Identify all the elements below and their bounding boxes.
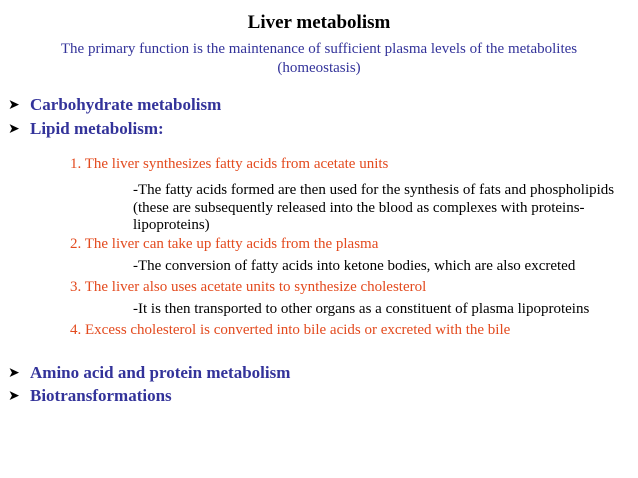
bullet-lipid: [8, 119, 164, 139]
right-arrowhead-icon: ➤: [8, 121, 20, 137]
bullet-amino-acid: [8, 363, 290, 383]
right-arrowhead-icon: ➤: [8, 97, 20, 113]
bullet-label: Carbohydrate metabolism: [30, 95, 222, 114]
lipid-point-1: 1. The liver synthesizes fatty acids from acetate units: [70, 156, 389, 172]
bullet-label: Biotransformations: [30, 386, 172, 405]
lipid-point-3: 3. The liver also uses acetate units to synthesize cholesterol: [70, 279, 427, 295]
bullet-biotransformations: [8, 386, 172, 406]
right-arrowhead-icon: ➤: [8, 365, 20, 381]
bullet-label: Lipid metabolism:: [30, 119, 164, 138]
lipid-detail-2: -The conversion of fatty acids into ketone bodies, which are also excreted: [133, 258, 576, 274]
bullet-carbohydrate: [8, 95, 221, 115]
bullet-label: Amino acid and protein metabolism: [30, 363, 291, 382]
lipid-point-2: 2. The liver can take up fatty acids from the plasma: [70, 236, 379, 252]
slide-subtitle: The primary function is the maintenance of sufficient plasma levels of the metabolites (homeostasis): [60, 41, 578, 76]
lipid-point-4: 4. Excess cholesterol is converted into bile acids or excreted with the bile: [70, 322, 511, 338]
right-arrowhead-icon: ➤: [8, 388, 20, 404]
lipid-detail-3: -It is then transported to other organs as a constituent of plasma lipoproteins: [133, 301, 590, 317]
lipid-detail-1: -The fatty acids formed are then used for the synthesis of fats and phospholipids (these are subsequently released into the blood as complexes with proteins-lipoproteins): [133, 182, 615, 233]
slide-title: Liver metabolism: [247, 12, 391, 33]
